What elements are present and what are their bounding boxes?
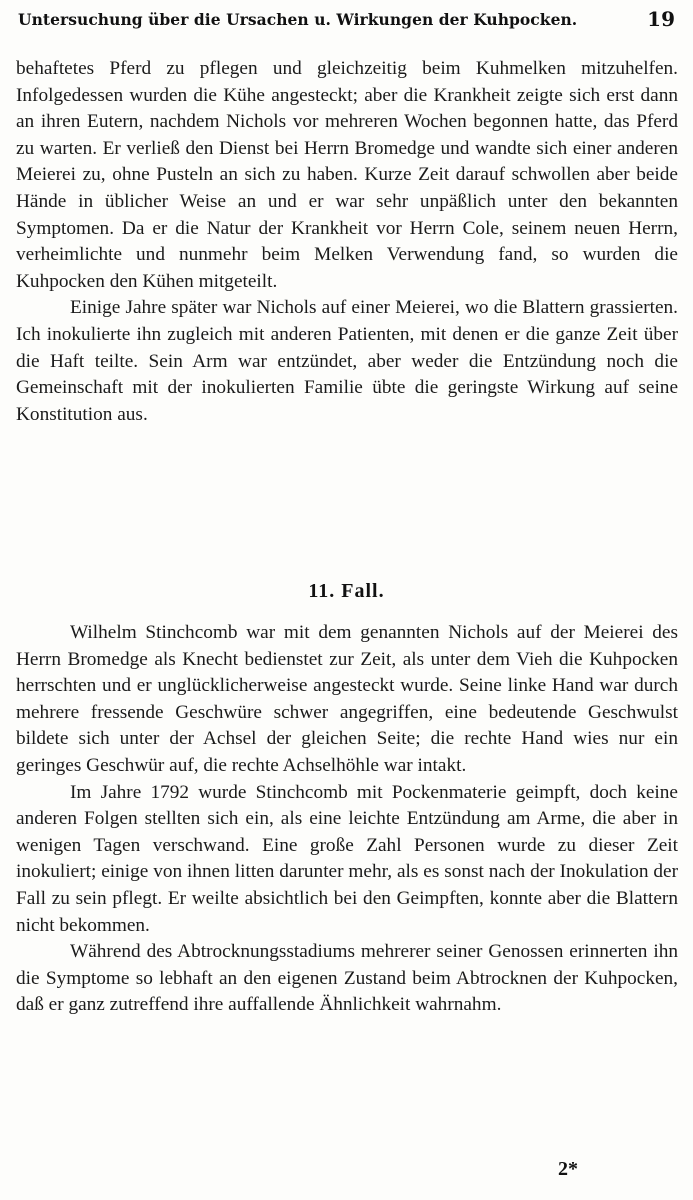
running-title: Untersuchung über die Ursachen u. Wirkungen der Kuhpocken. <box>18 9 578 29</box>
paragraph-continuation: behaftetes Pferd zu pflegen und gleichzeitig beim Kuhmelken mitzuhelfen. Infolgedessen wurden die Kühe angesteckt; aber die Krankheit zeigte sich erst dann an ihren Eutern, nachdem Nichols vor mehreren Wochen begonnen hatte, das Pferd zu warten. Er verließ den Dienst bei Herrn Bromedge und wandte sich einer anderen Meierei zu, ohne Pusteln an sich zu haben. Kurze Zeit darauf schwollen aber beide Hände in üblicher Weise an und er war sehr unpäßlich unter den bekannten Symptomen. Da er die Natur der Krankheit vor Herrn Cole, seinem neuen Herrn, verheimlichte und nunmehr beim Melken Verwendung fand, so wurden die Kuhpocken den Kühen mitgeteilt. <box>16 58 678 292</box>
printer-signature-mark: 2* <box>558 1158 578 1180</box>
paragraph-inoculation-1792: Im Jahre 1792 wurde Stinchcomb mit Pockenmaterie geimpft, doch keine anderen Folgen stellten sich ein, als eine leichte Entzündung am Arme, die aber in wenigen Tagen verschwand. Eine große Zahl Personen wurde zu dieser Zeit inokuliert; einige von ihnen litten darunter mehr, als es sonst nach der Inokulation der Fall zu sein pflegt. Er weilte absichtlich bei den Geimpften, konnte aber die Blattern nicht bekommen. <box>16 781 678 936</box>
section-heading: 11. Fall. <box>308 580 385 602</box>
paragraph-drying-stage: Während des Abtrocknungsstadiums mehrerer seiner Genossen erinnerten ihn die Symptome so lebhaft an den eigenen Zustand beim Abtrocknen der Kuhpocken, daß er ganz zutreffend ihre auffallende Ähnlichkeit wahrnahm. <box>16 941 678 1016</box>
paragraph-stinchcomb-case: Wilhelm Stinchcomb war mit dem genannten Nichols auf der Meierei des Herrn Bromedge als Knecht bedienstet zur Zeit, als unter dem Vieh die Kuhpocken herrschten und er unglücklicherweise angesteckt wurde. Seine linke Hand war durch mehrere fressende Geschwüre schwer angegriffen, eine bedeutende Geschwulst bildete sich unter der Achsel der gleichen Seite; die rechte Hand wies nur ein geringes Geschwür auf, die rechte Achselhöhle war intakt. <box>16 622 678 776</box>
paragraph-nichols-later: Einige Jahre später war Nichols auf einer Meierei, wo die Blattern grassierten. Ich inokulierte ihn zugleich mit anderen Patienten, mit denen er die ganze Zeit über die Haft teilte. Sein Arm war entzündet, aber weder die Entzündung noch die Gemeinschaft mit der inokulierten Familie übte die geringste Wirkung auf seine Konstitution aus. <box>16 297 678 425</box>
running-header <box>18 6 675 32</box>
page-number: 19 <box>647 7 675 31</box>
top-text-block <box>16 56 678 428</box>
section-text-block <box>16 620 678 1019</box>
